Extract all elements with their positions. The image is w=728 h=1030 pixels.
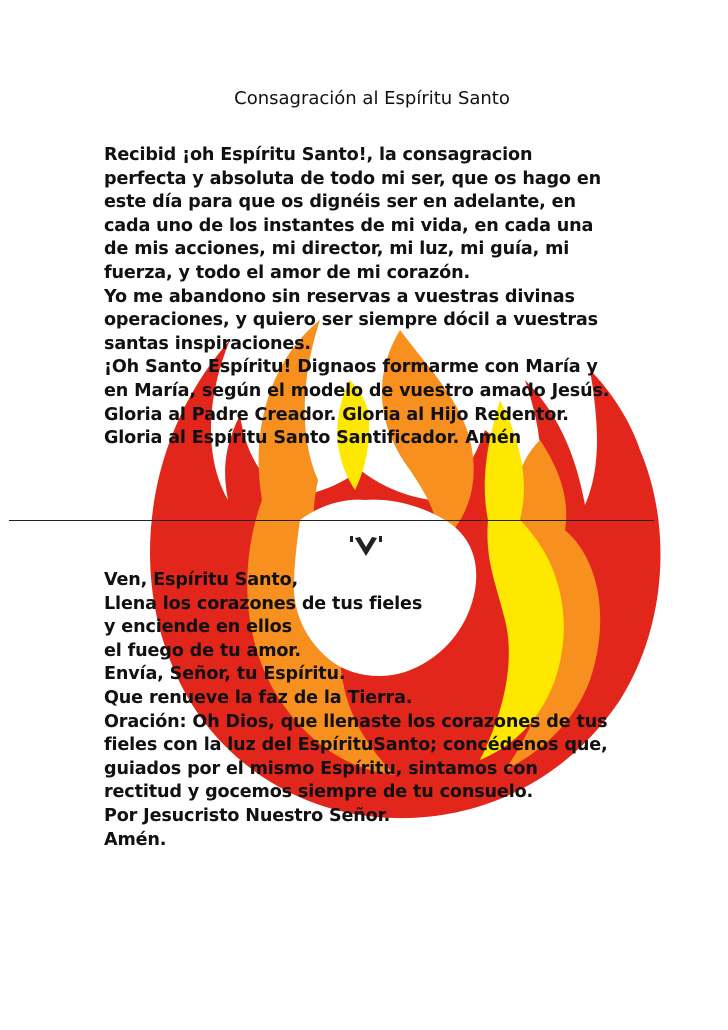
consecration-text-line: perfecta y absoluta de todo mi ser, que os hago en [104, 168, 601, 189]
prayer-text-line: rectitud y gocemos siempre de tu consuelo. [104, 782, 534, 803]
consecration-text-line: Gloria al Espíritu Santo Santificador. Amén [104, 428, 521, 449]
consecration-text-line: santas inspiraciones. [104, 333, 311, 354]
come-holy-spirit-prayer-text [104, 569, 704, 852]
prayer-text-line: y enciende en ellos [104, 617, 292, 638]
prayer-text-line: el fuego de tu amor. [104, 640, 301, 661]
prayer-text-line: Por Jesucristo Nuestro Señor. [104, 805, 391, 826]
section-divider [9, 520, 654, 521]
consecration-text-line: fuerza, y todo el amor de mi corazón. [104, 262, 470, 283]
prayer-text-line: Oración: Oh Dios, que llenaste los corazones de tus [104, 711, 608, 732]
consecration-text-line: Yo me abandono sin reservas a vuestras divinas [104, 286, 575, 307]
prayer-text-line: Envía, Señor, tu Espíritu. [104, 664, 346, 685]
dove-eye-right [379, 536, 382, 542]
dove-eye-left [350, 536, 353, 542]
consecration-text-line: en María, según el modelo de vuestro amado Jesús. [104, 380, 610, 401]
prayer-text-line: Amén. [104, 829, 167, 850]
consecration-text-line: Gloria al Padre Creador. Gloria al Hijo Redentor. [104, 404, 569, 425]
consecration-text-line: Recibid ¡oh Espíritu Santo!, la consagracion [104, 145, 533, 165]
document-title: Consagración al Espíritu Santo [234, 88, 510, 109]
consecration-text-line: operaciones, y quiero ser siempre dócil a vuestras [104, 310, 598, 331]
prayer-text-line: guiados por el mismo Espíritu, sintamos con [104, 758, 538, 779]
prayer-text-line: Llena los corazones de tus fieles [104, 593, 423, 614]
consecration-text-line: de mis acciones, mi director, mi luz, mi guía, mi [104, 239, 570, 260]
prayer-text-line: Que renueve la faz de la Tierra. [104, 687, 413, 708]
prayer-text-line: fieles con la luz del EspírituSanto; concédenos que, [104, 735, 608, 756]
consecration-text-line: cada uno de los instantes de mi vida, en cada una [104, 215, 594, 236]
consecration-text-line: este día para que os dignéis ser en adelante, en [104, 192, 576, 213]
consecration-text-line: ¡Oh Santo Espíritu! Dignaos formarme con María y [104, 357, 598, 378]
consecration-prayer-text [104, 144, 704, 451]
prayer-text-line: Ven, Espíritu Santo, [104, 570, 299, 590]
